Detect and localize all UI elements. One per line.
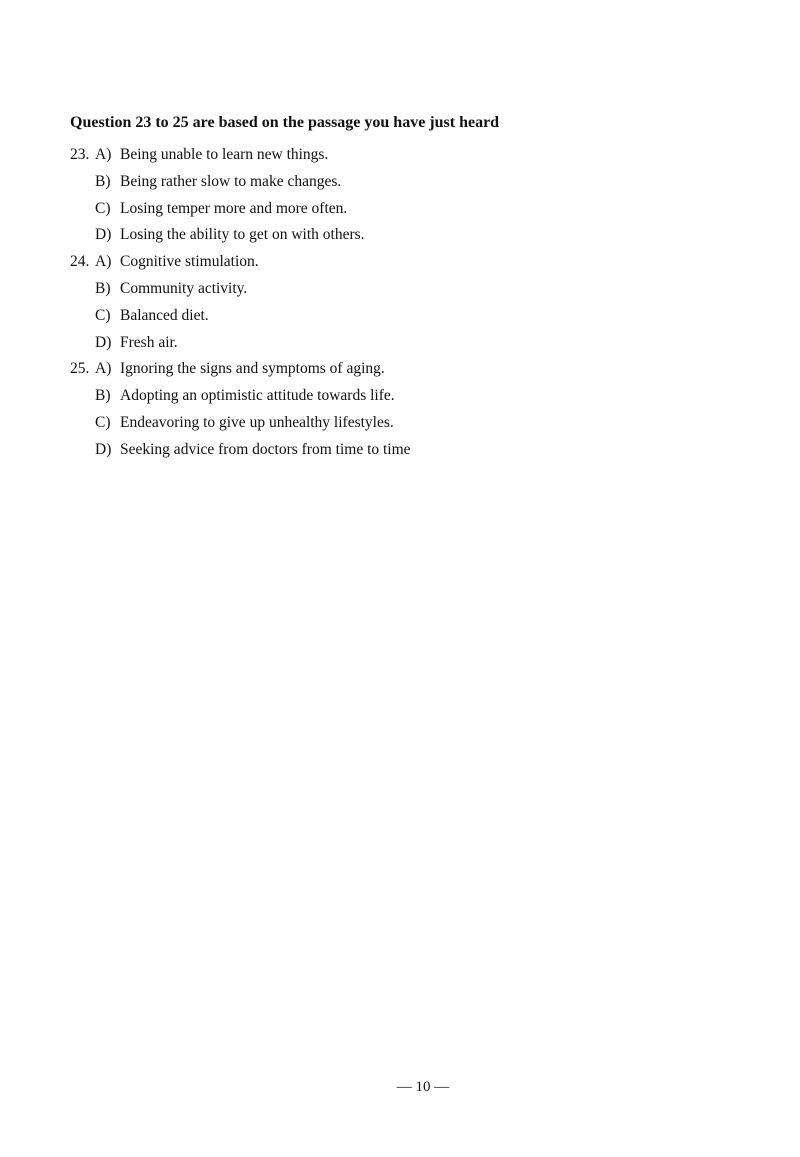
- option-letter: B): [95, 387, 111, 405]
- option-text: Losing temper more and more often.: [120, 199, 348, 217]
- option-text: Cognitive stimulation.: [120, 253, 259, 271]
- question-number: 23.: [70, 146, 90, 163]
- option-text: Adopting an optimistic attitude towards life.: [120, 387, 395, 405]
- question-24-option-a: [70, 249, 730, 276]
- question-23-option-d: [70, 222, 730, 249]
- question-23-option-c: [70, 196, 730, 223]
- question-25-option-b: [70, 383, 730, 410]
- option-letter: B): [95, 172, 111, 190]
- option-text: Being rather slow to make changes.: [120, 172, 342, 190]
- page-number: — 10 —: [396, 1079, 450, 1095]
- option-letter: C): [95, 413, 111, 431]
- option-text: Fresh air.: [120, 333, 178, 351]
- question-number: 24.: [70, 253, 90, 271]
- option-text: Seeking advice from doctors from time to time: [120, 440, 411, 458]
- option-text: Losing the ability to get on with others.: [120, 226, 365, 244]
- question-24-option-c: [70, 303, 730, 330]
- option-letter: A): [95, 253, 112, 271]
- question-24-option-d: [70, 330, 730, 357]
- option-letter: D): [95, 333, 112, 351]
- option-letter: C): [95, 306, 111, 324]
- option-letter: A): [95, 146, 112, 163]
- question-25-option-c: [70, 410, 730, 437]
- option-text: Balanced diet.: [120, 306, 209, 324]
- option-text: Ignoring the signs and symptoms of aging.: [120, 360, 385, 378]
- option-text: Endeavoring to give up unhealthy lifestyles.: [120, 413, 394, 431]
- option-letter: A): [95, 360, 112, 378]
- question-25-option-a: [70, 356, 730, 383]
- section-heading: Question 23 to 25 are based on the passage you have just heard: [70, 114, 500, 131]
- question-list: [70, 142, 730, 464]
- option-letter: D): [95, 440, 112, 458]
- option-text: Community activity.: [120, 279, 248, 297]
- question-number: 25.: [70, 360, 90, 378]
- question-24-option-b: [70, 276, 730, 303]
- option-letter: B): [95, 279, 111, 297]
- option-letter: C): [95, 199, 111, 217]
- option-letter: D): [95, 226, 112, 244]
- question-25-option-d: [70, 437, 730, 464]
- question-23-option-a: [70, 142, 730, 169]
- question-23-option-b: [70, 169, 730, 196]
- option-text: Being unable to learn new things.: [120, 146, 329, 163]
